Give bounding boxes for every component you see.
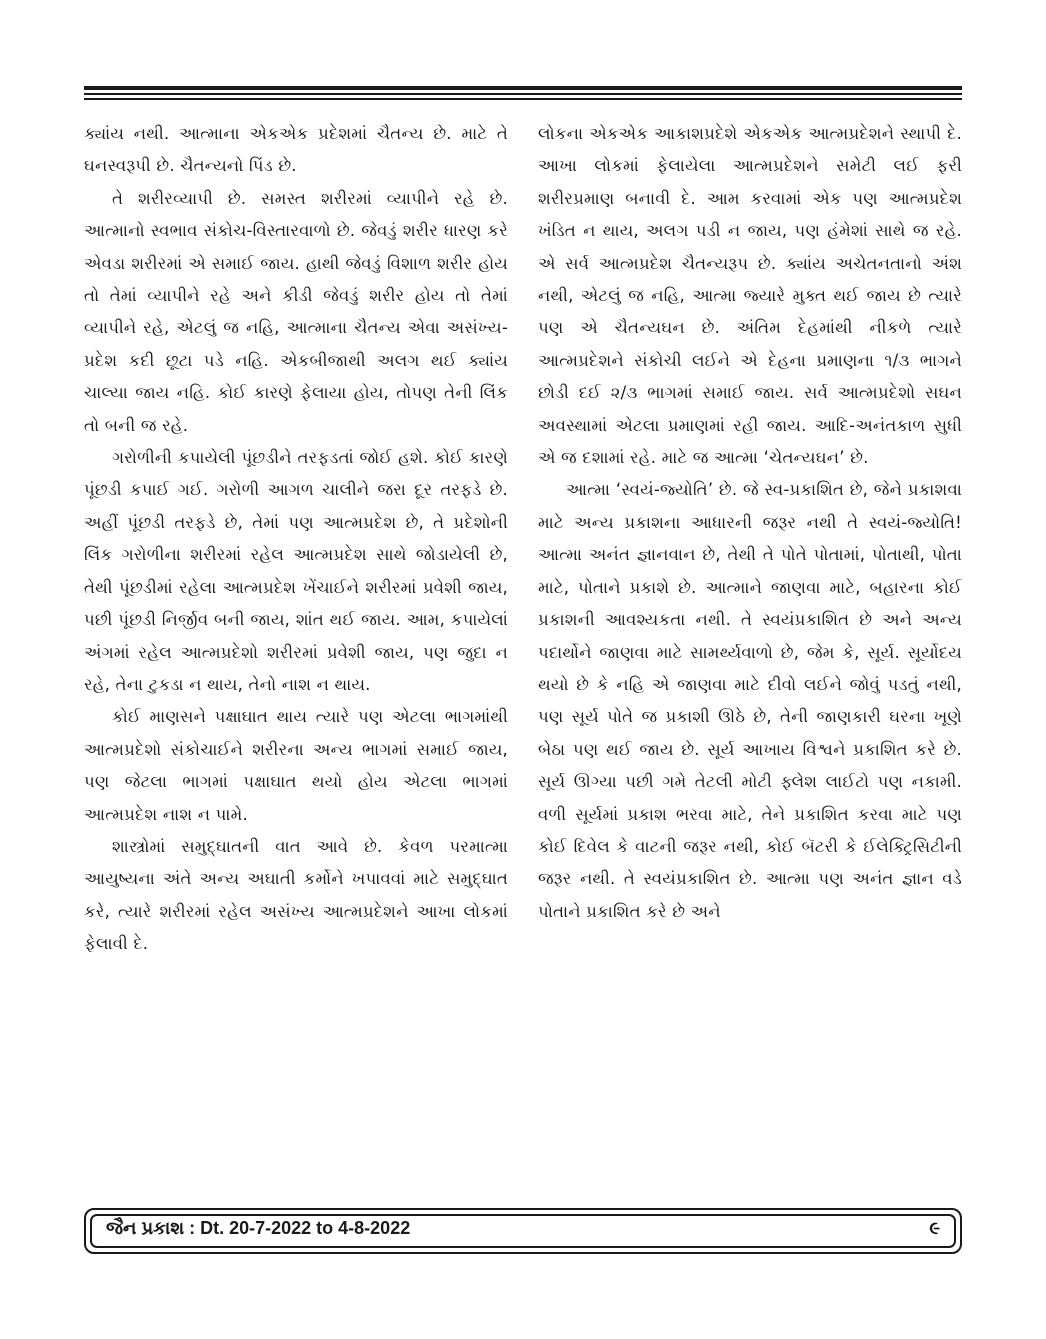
paragraph: ગરોળીની કપાયેલી પૂંછડીને તરફડતાં જોઈ હશે. કોઈ કારણે પૂંછડી કપાઈ ગઈ. ગરોળી આગળ ચાલીને જરા દૂર તરફડે છે. અહીં પૂંછડી તરફડે છે, તેમાં પણ આત્મપ્રદેશ છે, તે પ્રદેશોની લિંક ગરોળીના શરીરમાં રહેલ આત્મપ્રદેશ સાથે જોડાયેલી છે, તેથી પૂંછડીમાં રહેલા આત્મપ્રદેશ ખેંચાઈને શરીરમાં પ્રવેશી જાય, પછી પૂંછડી નિર્જીવ બની જાય, શાંત થઈ જાય. આમ, કપાયેલાં અંગમાં રહેલ આત્મપ્રદેશો શરીરમાં પ્રવેશી જાય, પણ જુદા ન રહે, તેના ટુકડા ન થાય, તેનો નાશ ન થાય. [84, 448, 508, 694]
publication-info: જૈન પ્રકાશ : Dt. 20-7-2022 to 4-8-2022 [106, 1218, 411, 1238]
footer-bar [84, 1208, 962, 1254]
right-column [538, 118, 962, 928]
paragraph: આત્મા ‘સ્વયં-જ્યોતિ’ છે. જે સ્વ-પ્રકાશિત છે, જેને પ્રકાશવા માટે અન્ય પ્રકાશના આધારની જરૂર નથી તે સ્વયં-જ્યોતિ! આત્મા અનંત જ્ઞાનવાન છે, તેથી તે પોતે પોતામાં, પોતાથી, પોતા માટે, પોતાને પ્રકાશે છે. આત્માને જાણવા માટે, બહારના કોઈ પ્રકાશની આવશ્યકતા નથી. તે સ્વયંપ્રકાશિત છે અને અન્ય પદાર્થોને જાણવા માટે સામર્થ્યવાળો છે, જેમ કે, સૂર્ય. સૂર્યોદય થયો છે કે નહિ એ જાણવા માટે દીવો લઈને જોવું પડતું નથી, પણ સૂર્ય પોતે જ પ્રકાશી ઊઠે છે, તેની જાણકારી ઘરના ખૂણે બેઠા પણ થઈ જાય છે. સૂર્ય આખાય વિશ્વને પ્રકાશિત કરે છે. સૂર્ય ઊગ્યા પછી ગમે તેટલી મોટી ફ્લેશ લાઈટો પણ નકામી. વળી સૂર્યમાં પ્રકાશ ભરવા માટે, તેને પ્રકાશિત કરવા માટે પણ કોઈ દિવેલ કે વાટની જરૂર નથી, કોઈ બૅટરી કે ઈલેક્ટ્રિસિટીની જરૂર નથી. તે સ્વયંપ્રકાશિત છે. આત્મા પણ અનંત જ્ઞાન વડે પોતાને પ્રકાશિત કરે છે અને [538, 480, 962, 921]
paragraph: તે શરીરવ્યાપી છે. સમસ્ત શરીરમાં વ્યાપીને રહે છે. આત્માનો સ્વભાવ સંકોચ-વિસ્તારવાળો છે. જેવડું શરીર ધારણ કરે એવડા શરીરમાં એ સમાઈ જાય. હાથી જેવડું વિશાળ શરીર હોય તો તેમાં વ્યાપીને રહે અને કીડી જેવડું શરીર હોય તો તેમાં વ્યાપીને રહે, એટલું જ નહિ, આત્માના ચૈતન્ય એવા અસંખ્ય-પ્રદેશ કદી છૂટા પડે નહિ. એકબીજાથી અલગ થઈ ક્યાંય ચાલ્યા જાય નહિ. કોઈ કારણે ફેલાયા હોય, તોપણ તેની લિંક તો બની જ રહે. [84, 188, 508, 435]
paragraph: કોઈ માણસને પક્ષાઘાત થાય ત્યારે પણ એટલા ભાગમાંથી આત્મપ્રદેશો સંકોચાઈને શરીરના અન્ય ભાગમાં સમાઈ જાય, પણ જેટલા ભાગમાં પક્ષાઘાત થયો હોય એટલા ભાગમાં આત્મપ્રદેશ નાશ ન પામે. [84, 707, 508, 824]
paragraph: ક્યાંય નથી. આત્માના એકએક પ્રદેશમાં ચૈતન્ય છે. માટે તે ઘનસ્વરૂપી છે. ચૈતન્યનો પિંડ છે. [84, 124, 508, 176]
left-column [84, 118, 508, 961]
page-number: ૯ [929, 1218, 940, 1238]
paragraph: શાસ્ત્રોમાં સમુદ્ઘાતની વાત આવે છે. કેવળ પરમાત્મા આયુષ્યના અંતે અન્ય અઘાતી કર્મોને ખપાવવાં માટે સમુદ્ઘાત કરે, ત્યારે શરીરમાં રહેલ અસંખ્ય આત્મપ્રદેશને આખા લોકમાં ફેલાવી દે. [84, 836, 508, 954]
header-rule [84, 86, 962, 100]
paragraph: લોકના એકએક આકાશપ્રદેશે એકએક આત્મપ્રદેશને સ્થાપી દે. આખા લોકમાં ફેલાયેલા આત્મપ્રદેશને સમેટી લઈ ફરી શરીરપ્રમાણ બનાવી દે. આમ કરવામાં એક પણ આત્મપ્રદેશ ખંડિત ન થાય, અલગ પડી ન જાય, પણ હંમેશાં સાથે જ રહે. એ સર્વ આત્મપ્રદેશ ચૈતન્યરૂપ છે. ક્યાંય અચેતનતાનો અંશ નથી, એટલું જ નહિ, આત્મા જ્યારે મુક્ત થઈ જાય છે ત્યારે પણ એ ચૈતન્યઘન છે. અંતિમ દેહમાંથી નીકળે ત્યારે આત્મપ્રદેશને સંકોચી લઈને એ દેહના પ્રમાણના ૧/૩ ભાગને છોડી દઈ ૨/૩ ભાગમાં સમાઈ જાય. સર્વ આત્મપ્રદેશો સઘન અવસ્થામાં એટલા પ્રમાણમાં રહી જાય. આદિ-અનંતકાળ સુધી એ જ દશામાં રહે. માટે જ આત્મા ‘ચેતન્યઘન’ છે. [538, 124, 962, 468]
